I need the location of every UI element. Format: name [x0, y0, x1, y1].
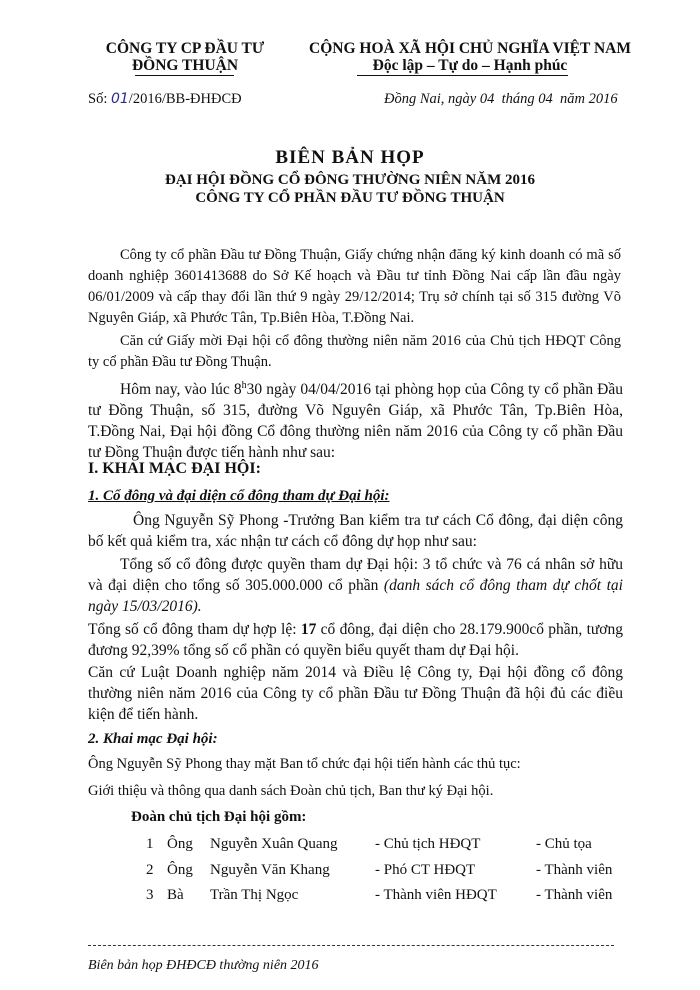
document-subtitle-1: ĐẠI HỘI ĐỒNG CỔ ĐÔNG THƯỜNG NIÊN NĂM 2016	[164, 172, 535, 188]
presidium-name: Nguyễn Xuân Quang	[210, 836, 338, 852]
presidium-honorific: Ông	[167, 862, 193, 878]
presidium-number: 2	[146, 862, 154, 878]
date-month-label: tháng	[501, 91, 535, 107]
paragraph-attending-shareholders	[88, 619, 623, 661]
document-number-label: Số:	[88, 91, 108, 107]
attending-shareholders-rest: cổ đông, đại diện cho 28.179.900cổ phần, tương đương 92,39% tổng số cổ phần có quyền biểu quyết tham dự Đại hội.	[88, 621, 624, 659]
national-motto: Độc lập – Tự do – Hạnh phúc	[372, 57, 568, 74]
document-subtitle-2: CÔNG TY CỔ PHẦN ĐẦU TƯ ĐỒNG THUẬN	[195, 190, 505, 206]
paragraph-procedures: Ông Nguyễn Sỹ Phong thay mặt Ban tổ chức đại hội tiến hành các thủ tục:	[88, 756, 521, 772]
presidium-position: - Chủ tịch HĐQT	[375, 836, 481, 852]
presidium-number: 3	[146, 887, 154, 903]
paragraph-meeting-opening	[88, 375, 623, 463]
presidium-role: - Thành viên	[536, 862, 613, 878]
presidium-row	[0, 860, 700, 880]
national-motto-block	[305, 40, 635, 74]
meeting-time-hour-mark: h	[241, 380, 247, 391]
date-prefix: Đồng Nai, ngày	[384, 91, 477, 107]
document-title: BIÊN BẢN HỌP	[275, 147, 425, 168]
document-number	[88, 89, 242, 110]
paragraph-verification-committee: Ông Nguyễn Sỹ Phong -Trưởng Ban kiểm tra tư cách Cổ đông, đại diện công bố kết quả kiểm tra, xác nhận tư cách cổ đông dự họp như sau:	[88, 512, 623, 550]
footer-text: Biên bản họp ĐHĐCĐ thường niên 2016	[88, 958, 319, 973]
section-heading-opening: I. KHAI MẠC ĐẠI HỘI:	[88, 460, 261, 477]
presidium-row	[0, 885, 700, 905]
paragraph-eligible-shareholders	[88, 554, 623, 617]
company-name-line2: ĐỒNG THUẬN	[131, 57, 239, 74]
subheading-shareholders-attending: 1. Cổ đông và đại diện cổ đông tham dự Đại hội:	[88, 488, 390, 504]
paragraph-company-info: Công ty cổ phần Đầu tư Đồng Thuận, Giấy chứng nhận đăng ký kinh doanh có mã số doanh nghiệp 3601413688 do Sở Kế hoạch và Đầu tư tỉnh Đồng Nai cấp lần đầu ngày 06/01/2009 và cấp thay đổi lần thứ 9 ngày 29/12/2014; Trụ sở chính tại số 315 đường Võ Nguyên Giáp, xã Phước Tân, Tp.Biên Hòa, T.Đồng Nai.	[88, 247, 621, 326]
subheading-meeting-opening: 2. Khai mạc Đại hội:	[88, 731, 218, 747]
eligible-shareholders-note: (danh sách cổ đông tham dự chốt tại ngày 15/03/2016).	[88, 577, 623, 615]
attending-shareholders-count: 17	[300, 621, 317, 638]
presidium-position: - Phó CT HĐQT	[375, 862, 476, 878]
presidium-honorific: Ông	[167, 836, 193, 852]
national-motto-underline	[357, 75, 568, 76]
meeting-time-text: Hôm nay, vào lúc 8	[120, 381, 242, 399]
presidium-role: - Thành viên	[536, 887, 613, 903]
company-name-block	[85, 40, 285, 74]
meeting-details-text: 30 ngày 04/04/2016 tại phòng họp của Công ty cổ phần Đầu tư Đồng Thuận, số 315, đường Võ Nguyên Giáp, xã Phước Tân, Tp.Biên Hòa, T.Đồng Nai, Đại hội đồng Cổ đông thường niên năm 2016 của Công ty cổ phần Đầu tư Đồng Thuận được tiến hành như sau:	[88, 381, 623, 462]
date-month: 04	[538, 91, 553, 107]
paragraph-invitation-basis: Căn cứ Giấy mời Đại hội cổ đông thường niên năm 2016 của Chủ tịch HĐQT Công ty cổ phần Đầu tư Đồng Thuận.	[88, 333, 621, 370]
date-suffix: năm 2016	[560, 91, 618, 107]
presidium-heading: Đoàn chủ tịch Đại hội gồm:	[131, 809, 307, 825]
paragraph-legal-basis: Căn cứ Luật Doanh nghiệp năm 2014 và Điều lệ Công ty, Đại hội đồng cổ đông thường niên năm 2016 của Công ty cổ phần Đầu tư Đồng Thuận đã hội đủ các điều kiện để tiến hành.	[88, 664, 623, 723]
presidium-honorific: Bà	[167, 887, 184, 903]
presidium-row	[0, 834, 700, 854]
footer-divider	[88, 945, 614, 946]
document-number-rest: /2016/BB-ĐHĐCĐ	[128, 91, 242, 107]
presidium-name: Nguyễn Văn Khang	[210, 862, 330, 878]
presidium-name: Trần Thị Ngọc	[210, 887, 299, 903]
eligible-shareholders-text: Tổng số cổ đông được quyền tham dự Đại hội: 3 tổ chức và 76 cá nhân sở hữu và đại diện cho tổng số 305.000.000 cổ phần	[88, 556, 623, 594]
presidium-position: - Thành viên HĐQT	[375, 887, 497, 903]
presidium-number: 1	[146, 836, 154, 852]
company-name-underline	[135, 75, 234, 76]
paragraph-introduction: Giới thiệu và thông qua danh sách Đoàn chủ tịch, Ban thư ký Đại hội.	[88, 783, 494, 799]
document-number-handwritten: 01	[110, 91, 129, 107]
date-day: 04	[479, 91, 495, 107]
national-name: CỘNG HOÀ XÃ HỘI CHỦ NGHĨA VIỆT NAM	[309, 40, 631, 57]
document-date	[384, 89, 618, 110]
attending-shareholders-text: Tổng số cổ đông tham dự hợp lệ:	[88, 621, 301, 638]
presidium-role: - Chủ tọa	[536, 836, 592, 852]
company-name-line1: CÔNG TY CP ĐẦU TƯ	[105, 40, 265, 57]
